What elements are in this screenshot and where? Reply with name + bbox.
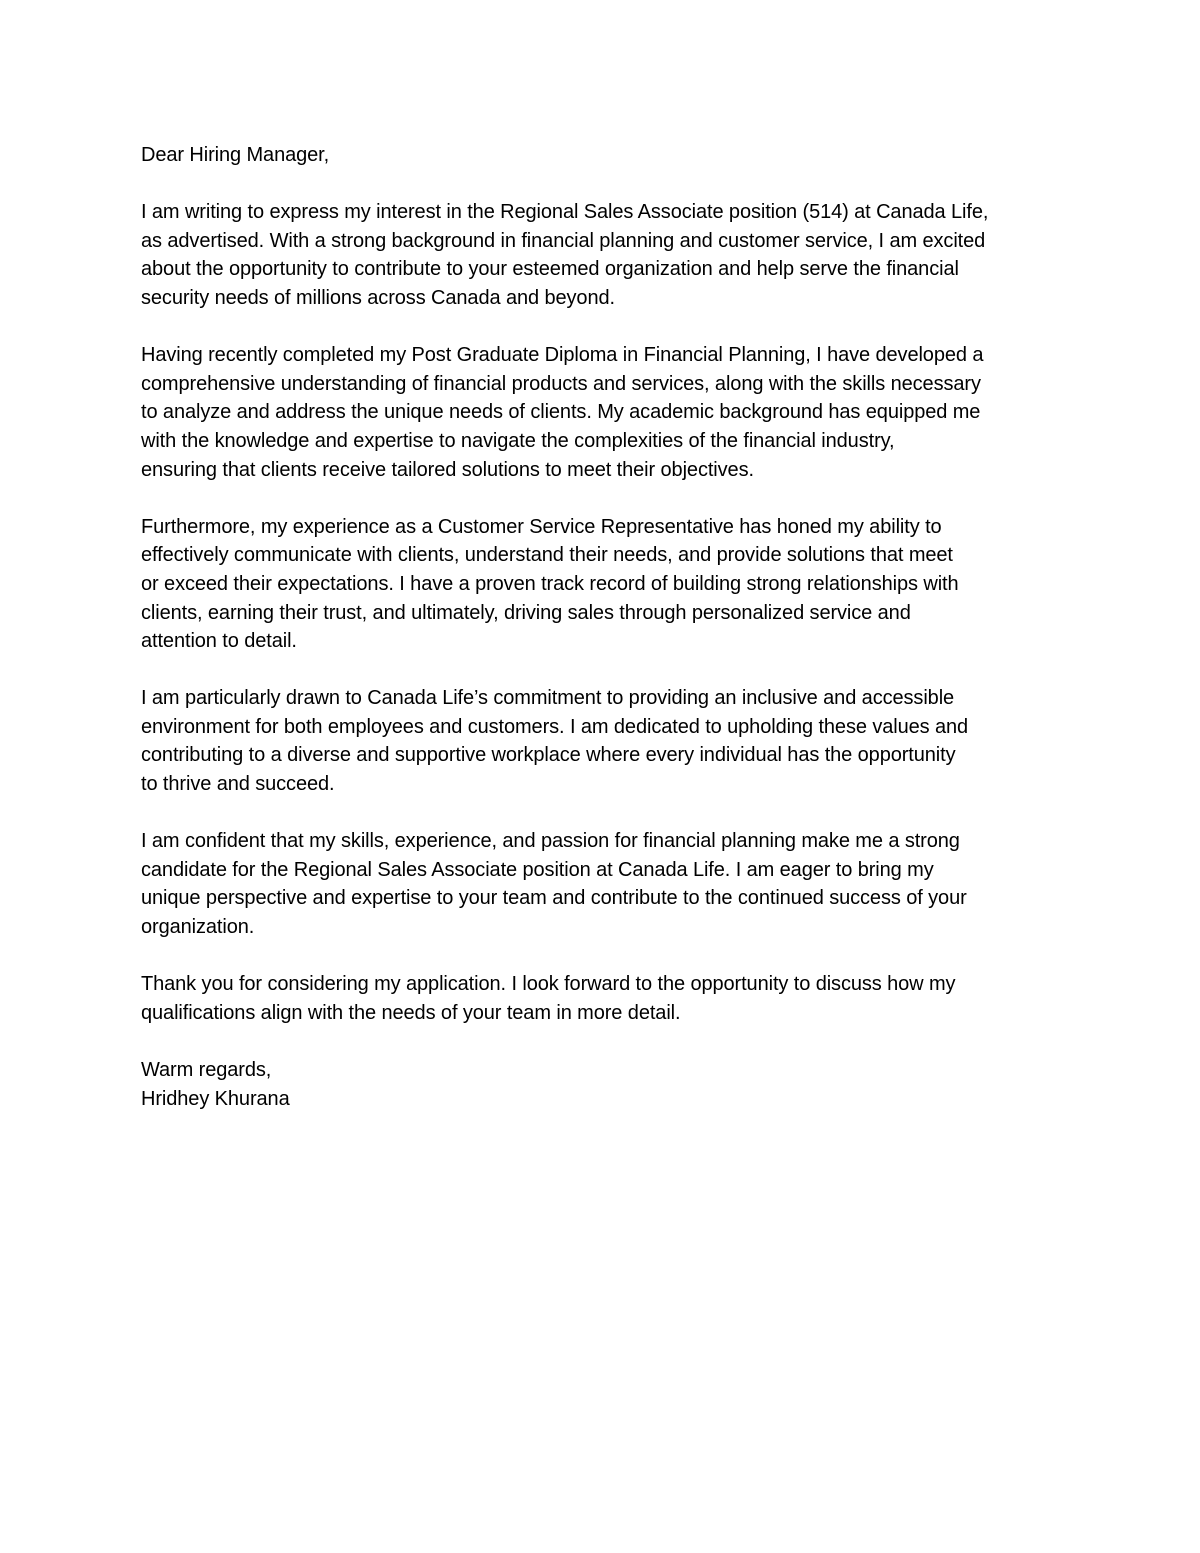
paragraph-line: clients, earning their trust, and ultimately, driving sales through personalized service and (141, 601, 911, 624)
paragraph-spacer (141, 313, 1066, 342)
closing: Warm regards, (141, 1059, 272, 1081)
paragraph-education (141, 341, 1066, 484)
paragraph-line: to analyze and address the unique needs of clients. My academic background has equipped me (141, 401, 981, 424)
paragraph-thanks (141, 970, 1066, 1027)
paragraph-line: environment for both employees and customers. I am dedicated to upholding these values and (141, 715, 969, 738)
paragraph-line: I am confident that my skills, experience, and passion for financial planning make me a strong (141, 830, 960, 853)
paragraph-line: organization. (141, 916, 255, 939)
paragraph-interest (141, 198, 1066, 312)
paragraph-spacer (141, 656, 1066, 685)
paragraph-spacer (141, 484, 1066, 513)
paragraph-line: Thank you for considering my application. I look forward to the opportunity to discuss how my (141, 973, 956, 996)
paragraph-spacer (141, 1027, 1066, 1056)
paragraph-line: effectively communicate with clients, understand their needs, and provide solutions that meet (141, 544, 953, 567)
paragraph-line: comprehensive understanding of financial products and services, along with the skills necessary (141, 372, 981, 395)
paragraph-line: unique perspective and expertise to your team and contribute to the continued success of your (141, 887, 967, 910)
paragraph-line: or exceed their expectations. I have a proven track record of building strong relationships with (141, 572, 959, 595)
paragraph-line: I am particularly drawn to Canada Life’s commitment to providing an inclusive and accessible (141, 687, 955, 710)
signature-name: Hridhey Khurana (141, 1087, 290, 1110)
paragraph-values (141, 684, 1066, 798)
paragraph-spacer (141, 942, 1066, 971)
paragraph-line: ensuring that clients receive tailored solutions to meet their objectives. (141, 458, 754, 481)
paragraph-line: qualifications align with the needs of your team in more detail. (141, 1001, 681, 1024)
paragraph-line: I am writing to express my interest in the Regional Sales Associate position (514) at Canada Life, (141, 201, 989, 224)
paragraph-line: attention to detail. (141, 630, 297, 653)
paragraph-line: candidate for the Regional Sales Associate position at Canada Life. I am eager to bring my (141, 858, 934, 881)
paragraph-line: Having recently completed my Post Graduate Diploma in Financial Planning, I have developed a (141, 344, 984, 367)
paragraph-line: with the knowledge and expertise to navigate the complexities of the financial industry, (141, 429, 895, 452)
cover-letter (141, 141, 1066, 1113)
paragraph-line: to thrive and succeed. (141, 773, 335, 796)
salutation: Dear Hiring Manager, (141, 144, 330, 166)
paragraph-spacer (141, 170, 1066, 199)
paragraph-line: about the opportunity to contribute to your esteemed organization and help serve the financial (141, 258, 959, 281)
paragraph-line: contributing to a diverse and supportive workplace where every individual has the opportunity (141, 744, 956, 767)
paragraph-line: as advertised. With a strong background in financial planning and customer service, I am excited (141, 229, 986, 252)
paragraph-experience (141, 513, 1066, 656)
paragraph-line: security needs of millions across Canada and beyond. (141, 286, 615, 309)
paragraph-spacer (141, 799, 1066, 828)
paragraph-confidence (141, 827, 1066, 941)
paragraph-line: Furthermore, my experience as a Customer Service Representative has honed my ability to (141, 515, 942, 538)
